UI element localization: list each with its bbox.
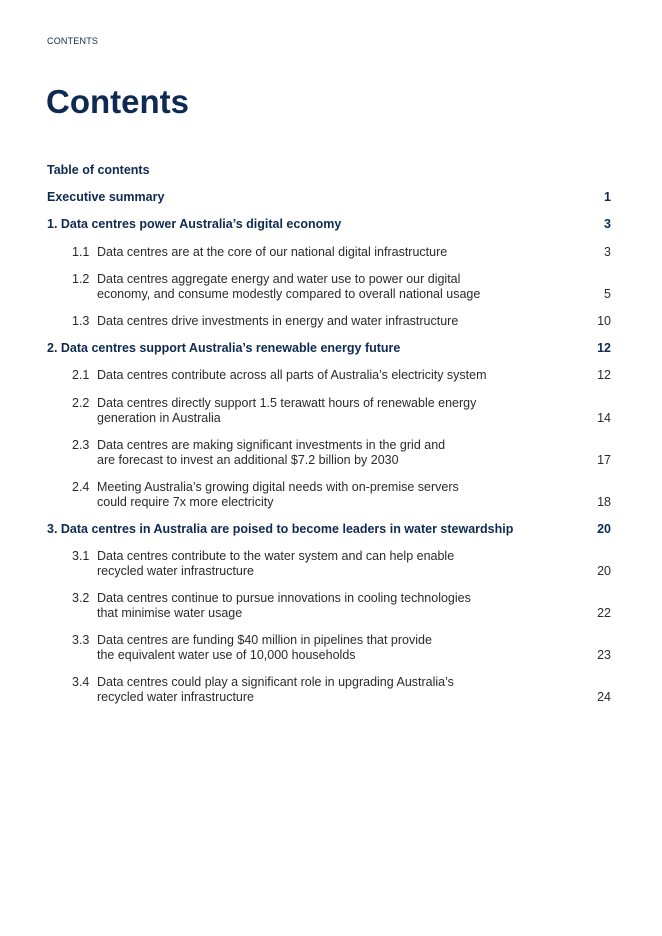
toc-subsection-entry[interactable]: [47, 272, 611, 302]
toc-entry-title: [97, 396, 537, 426]
toc-entry-number: 3.2: [72, 591, 90, 605]
toc-entry-title: [97, 272, 537, 302]
toc-entry-number: 1.1: [72, 245, 90, 259]
toc-entry-title: [97, 314, 537, 329]
toc-subsection-entry[interactable]: [47, 480, 611, 510]
toc-page-number: 24: [597, 690, 611, 704]
toc-entry-number: 1.3: [72, 314, 90, 328]
toc-page-number: 1: [604, 190, 611, 204]
toc-entry-number: 3.1: [72, 549, 90, 563]
toc-entry-number: 2.3: [72, 438, 90, 452]
toc-page-number: 12: [597, 341, 611, 355]
toc-entry-number: 3.3: [72, 633, 90, 647]
toc-entry-title-line: Data centres are funding $40 million in pipelines that provide: [97, 633, 432, 647]
toc-entry-title: 3. Data centres in Australia are poised to become leaders in water stewardship: [47, 522, 514, 536]
toc-entry-title-line: generation in Australia: [97, 411, 221, 425]
toc-entry-number: 2.1: [72, 368, 90, 382]
toc-section-entry[interactable]: [47, 341, 611, 356]
toc-entry-title-line: could require 7x more electricity: [97, 495, 274, 509]
toc-entry-number: 1.2: [72, 272, 90, 286]
toc-page-number: 14: [597, 411, 611, 425]
toc-page-number: 12: [597, 368, 611, 382]
toc-subsection-entry[interactable]: [47, 438, 611, 468]
toc-entry-number: 2.2: [72, 396, 90, 410]
toc-page-number: 5: [604, 287, 611, 301]
toc-entry-title: [97, 591, 537, 621]
toc-subsection-entry[interactable]: [47, 633, 611, 663]
toc-page-number: 10: [597, 314, 611, 328]
toc-entry-title-line: economy, and consume modestly compared to overall national usage: [97, 287, 481, 301]
toc-entry-title-line: Data centres contribute to the water system and can help enable: [97, 549, 455, 563]
toc-entry-title: 2. Data centres support Australia’s renewable energy future: [47, 341, 401, 355]
toc-entry-title-line: are forecast to invest an additional $7.2 billion by 2030: [97, 453, 399, 467]
toc-entry-title-line: Data centres continue to pursue innovations in cooling technologies: [97, 591, 471, 605]
toc-entry-title-line: Data centres aggregate energy and water use to power our digital: [97, 272, 461, 286]
toc-entry-title: [97, 480, 537, 510]
toc-entry-title: Executive summary: [47, 190, 165, 204]
toc-entry-title: [97, 549, 537, 579]
toc-section-entry[interactable]: [47, 217, 611, 232]
toc-heading: Table of contents: [47, 163, 150, 177]
toc-subsection-entry[interactable]: [47, 314, 611, 329]
toc-page-number: 18: [597, 495, 611, 509]
toc-section-entry[interactable]: [47, 522, 611, 537]
toc-page-number: 22: [597, 606, 611, 620]
toc-subsection-entry[interactable]: [47, 245, 611, 260]
toc-entry-title-line: Data centres could play a significant role in upgrading Australia’s: [97, 675, 454, 689]
toc-page-number: 3: [604, 217, 611, 231]
toc-page-number: 23: [597, 648, 611, 662]
page-title: Contents: [46, 83, 189, 120]
toc-page-number: 17: [597, 453, 611, 467]
toc-entry-title-line: that minimise water usage: [97, 606, 243, 620]
toc-entry-title-line: Data centres are making significant investments in the grid and: [97, 438, 446, 452]
toc-page-number: 3: [604, 245, 611, 259]
toc-entry-title-line: Data centres directly support 1.5 terawatt hours of renewable energy: [97, 396, 477, 410]
toc-subsection-entry[interactable]: [47, 591, 611, 621]
toc-entry-title: [97, 438, 537, 468]
toc-entry-number: 3.4: [72, 675, 90, 689]
toc-entry-title-line: Data centres are at the core of our national digital infrastructure: [97, 245, 448, 259]
toc-entry-title-line: recycled water infrastructure: [97, 564, 255, 578]
toc-subsection-entry[interactable]: [47, 549, 611, 579]
running-header: CONTENTS: [47, 36, 99, 46]
toc-page-number: 20: [597, 522, 611, 536]
toc-entry-title: [97, 633, 537, 663]
toc-subsection-entry[interactable]: [47, 396, 611, 426]
toc-section-entry[interactable]: [47, 190, 611, 205]
toc-entry-title-line: the equivalent water use of 10,000 households: [97, 648, 356, 662]
toc-entry-title-line: recycled water infrastructure: [97, 690, 255, 704]
toc-entry-number: 2.4: [72, 480, 90, 494]
toc-entry-title: [97, 368, 537, 383]
toc-entry-title: [97, 245, 537, 260]
toc-entry-title: 1. Data centres power Australia’s digital economy: [47, 217, 342, 231]
toc-subsection-entry[interactable]: [47, 675, 611, 705]
toc-entry-title-line: Data centres drive investments in energy and water infrastructure: [97, 314, 459, 328]
toc-entry-title-line: Data centres contribute across all parts of Australia’s electricity system: [97, 368, 487, 382]
toc-subsection-entry[interactable]: [47, 368, 611, 383]
toc-page-number: 20: [597, 564, 611, 578]
toc-entry-title-line: Meeting Australia’s growing digital needs with on-premise servers: [97, 480, 459, 494]
toc-entry-title: [97, 675, 537, 705]
